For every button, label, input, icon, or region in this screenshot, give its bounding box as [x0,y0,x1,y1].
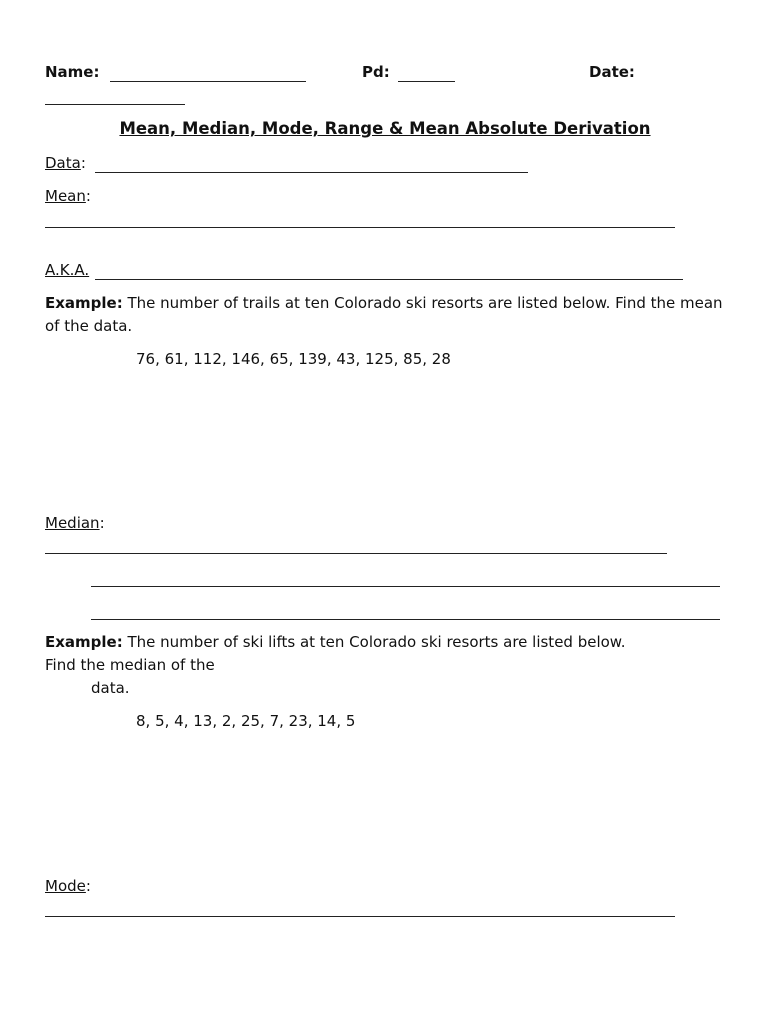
worksheet-title: Mean, Median, Mode, Range & Mean Absolute Derivation [119,119,651,138]
mean-blank-line[interactable] [45,227,675,228]
example1-text: The number of trails at ten Colorado ski resorts are listed below. Find the mean of the data. [45,294,723,335]
date-label: Date: [589,63,635,81]
mean-label-row [45,187,91,205]
mode-label-row [45,877,91,895]
example2-lead: Example: [45,633,123,651]
mean-label: Mean [45,187,86,205]
example2-text-line2: Find the median of the [45,656,215,674]
example2-line1 [45,633,625,651]
median-blank-line-3[interactable] [91,619,720,620]
median-colon: : [99,514,105,532]
example2-values: 8, 5, 4, 13, 2, 25, 7, 23, 14, 5 [136,712,356,730]
median-label-row [45,514,105,532]
aka-blank-line[interactable] [95,279,683,280]
example2-text-line3: data. [91,679,130,697]
data-label: Data [45,154,81,172]
example1-paragraph [45,292,725,338]
median-label: Median [45,514,100,532]
example1-lead: Example: [45,294,123,312]
data-blank-line[interactable] [95,172,528,173]
aka-label: A.K.A. [45,261,90,279]
example1-values: 76, 61, 112, 146, 65, 139, 43, 125, 85, 28 [136,350,451,368]
mode-blank-line[interactable] [45,916,675,917]
pd-blank-line[interactable] [398,81,455,82]
mode-label: Mode [45,877,86,895]
pd-label: Pd: [362,63,390,81]
data-label-row [45,154,86,172]
mode-colon: : [85,877,91,895]
data-colon: : [80,154,86,172]
date-blank-line[interactable] [45,104,185,105]
median-blank-line-1[interactable] [45,553,667,554]
name-blank-line[interactable] [110,81,306,82]
name-label: Name: [45,63,100,81]
mean-colon: : [85,187,91,205]
median-blank-line-2[interactable] [91,586,720,587]
example2-text-line1: The number of ski lifts at ten Colorado ski resorts are listed below. [122,633,626,651]
